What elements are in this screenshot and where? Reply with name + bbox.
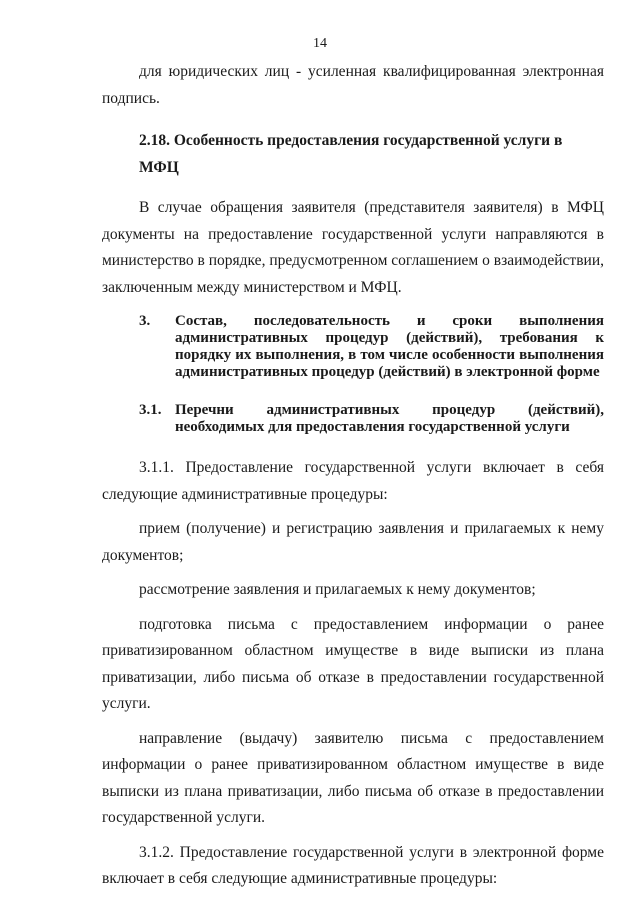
list-item-reception: прием (получение) и регистрацию заявления и прилагаемых к нему документов; <box>102 520 604 564</box>
section-heading-3-1 <box>102 402 604 436</box>
page-number: 14 <box>313 36 327 51</box>
paragraph-signature: для юридических лиц - усиленная квалифицированная электронная подпись. <box>102 63 604 107</box>
paragraph-mfc: В случае обращения заявителя (представителя заявителя) в МФЦ документы на предоставление государственной услуги направляются в министерство в порядке, предусмотренном соглашением о взаимодействии, заключенным между министерством и МФЦ. <box>102 199 604 296</box>
document-body <box>102 59 604 893</box>
list-item-sending: направление (выдачу) заявителю письма с предоставлением информации о ранее приватизированном областном имуществе в виде выписки из плана приватизации, либо письма об отказе в предоставлении государственной услуги. <box>102 729 604 826</box>
paragraph-3-1-2: 3.1.2. Предоставление государственной услуги в электронной форме включает в себя следующие административные процедуры: <box>102 843 604 887</box>
section-title: Перечни административных процедур (действий), необходимых для предоставления государственной услуги <box>175 402 604 435</box>
section-heading-2-18: 2.18. Особенность предоставления государственной услуги в МФЦ <box>139 132 563 176</box>
section-number: 3.1. <box>139 402 162 418</box>
paragraph-3-1-1: 3.1.1. Предоставление государственной услуги включает в себя следующие административные процедуры: <box>102 459 604 503</box>
list-item-preparation: подготовка письма с предоставлением информации о ранее приватизированном областном имуществе в виде выписки из плана приватизации, либо письма об отказе в предоставлении государственной услуги. <box>102 615 604 712</box>
section-heading-3 <box>102 313 604 381</box>
section-number: 3. <box>139 313 151 329</box>
section-title: Состав, последовательность и сроки выполнения административных процедур (действий), требования к порядку их выполнения, в том числе особенности выполнения административных процедур (действий) в электронной форме <box>175 313 604 380</box>
list-item-review: рассмотрение заявления и прилагаемых к нему документов; <box>139 581 536 598</box>
